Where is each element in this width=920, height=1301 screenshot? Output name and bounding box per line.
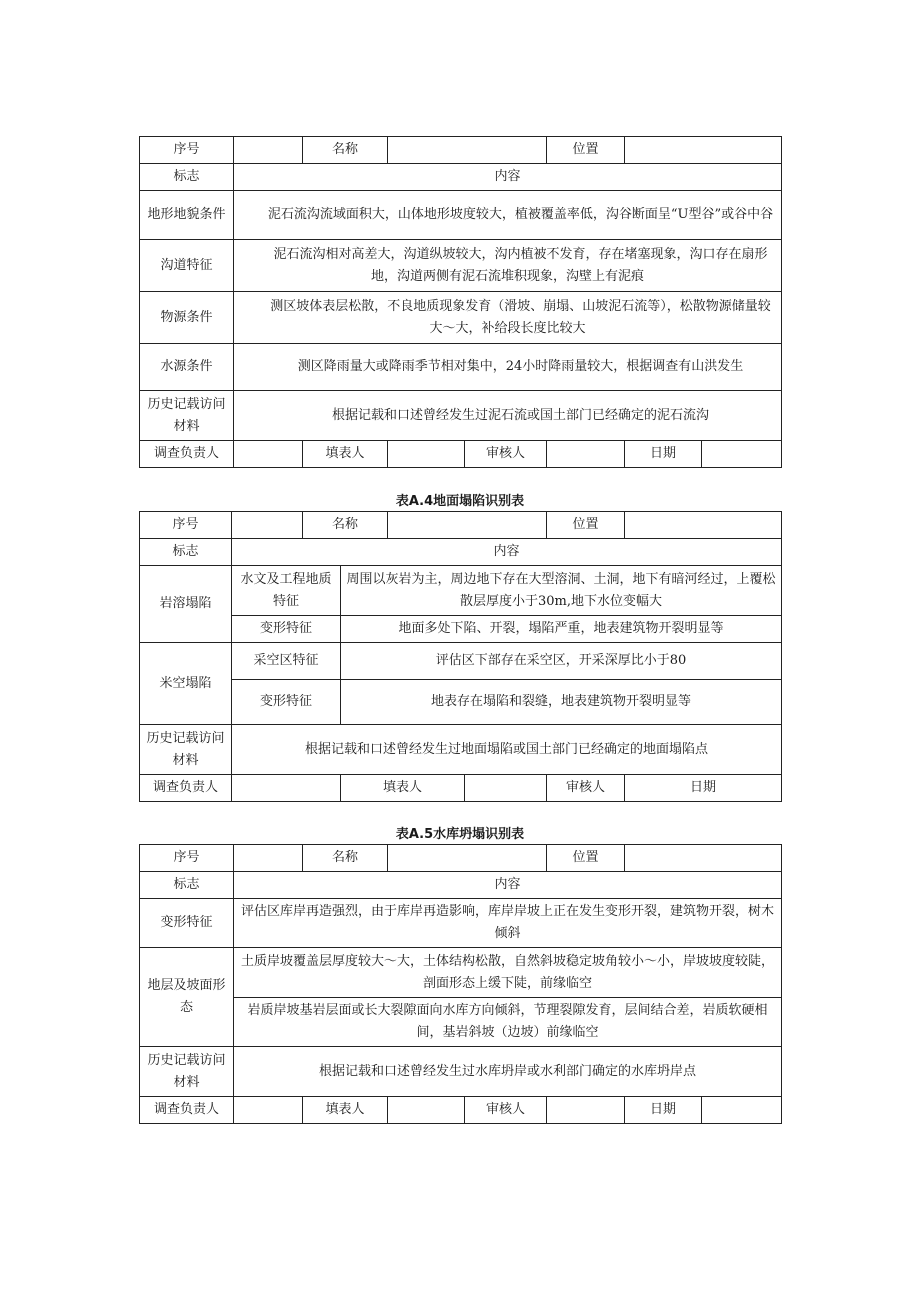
name-label: 名称 [303, 845, 388, 872]
reviewer-label: 审核人 [465, 1097, 547, 1124]
investigator-label: 调查负责人 [140, 1097, 234, 1124]
reservoir-collapse-table [139, 844, 782, 1124]
row-text: 根据记载和口述曾经发生过泥石流或国土部门已经确定的泥石流沟 [234, 391, 782, 441]
row-text: 测区坡体表层松散，不良地质现象发育（滑坡、崩塌、山坡泥石流等），松散物源储量较大～大，补给段长度比较大 [234, 292, 782, 344]
location-label: 位置 [547, 845, 625, 872]
seq-value-cell[interactable] [234, 845, 303, 872]
rock-slope-text: 岩质岸坡基岩层面或长大裂隙面向水库方向倾斜，节理裂隙发育，层间结合差，岩质软硬相间，基岩斜坡（边坡）前缘临空 [234, 998, 782, 1047]
row-text: 测区降雨量大或降雨季节相对集中，24小时降雨量较大，根据调查有山洪发生 [234, 344, 782, 391]
seq-label: 序号 [140, 845, 234, 872]
row-label: 历史记载访问材料 [140, 391, 234, 441]
row-label: 物源条件 [140, 292, 234, 344]
deformation-text: 评估区库岸再造强烈，由于库岸再造影响，库岸岸坡上正在发生变形开裂，建筑物开裂，树木倾斜 [234, 899, 782, 948]
filler-value-cell[interactable] [388, 441, 465, 468]
location-value-cell[interactable] [625, 512, 782, 539]
content-header: 内容 [234, 164, 782, 191]
filler-label: 填表人 [341, 775, 465, 802]
date-label: 日期 [625, 441, 702, 468]
reviewer-value-cell[interactable] [547, 1097, 625, 1124]
seq-value-cell[interactable] [234, 137, 303, 164]
sign-header: 标志 [140, 539, 232, 566]
ground-collapse-caption: 表A.4地面塌陷识别表 [395, 494, 525, 509]
name-value-cell[interactable] [388, 845, 547, 872]
investigator-value-cell[interactable] [234, 1097, 303, 1124]
karst-collapse-label: 岩溶塌陷 [140, 566, 232, 643]
location-value-cell[interactable] [625, 845, 782, 872]
location-label: 位置 [547, 137, 625, 164]
investigator-label: 调查负责人 [140, 441, 234, 468]
goaf-label: 采空区特征 [232, 643, 341, 680]
row-label: 地形地貌条件 [140, 191, 234, 240]
sign-header: 标志 [140, 872, 234, 899]
reviewer-label: 审核人 [547, 775, 625, 802]
row-text: 泥石流沟相对高差大，沟道纵坡较大，沟内植被不发育，存在堵塞现象，沟口存在扇形地，沟道两侧有泥石流堆积现象，沟壁上有泥痕 [234, 240, 782, 292]
reservoir-collapse-caption: 表A.5水库坍塌识别表 [395, 827, 525, 842]
history-label: 历史记载访问材料 [140, 1047, 234, 1097]
karst-deformation-text: 地面多处下陷、开裂，塌陷严重，地表建筑物开裂明显等 [341, 616, 782, 643]
mined-collapse-label: 米空塌陷 [140, 643, 232, 725]
mined-deformation-text: 地表存在塌陷和裂缝，地表建筑物开裂明显等 [341, 680, 782, 725]
filler-label: 填表人 [303, 441, 388, 468]
content-header: 内容 [232, 539, 782, 566]
seq-label: 序号 [140, 137, 234, 164]
row-label: 沟道特征 [140, 240, 234, 292]
seq-value-cell[interactable] [232, 512, 303, 539]
karst-hydro-label: 水文及工程地质特征 [232, 566, 341, 616]
date-label: 日期 [625, 1097, 702, 1124]
karst-deformation-label: 变形特征 [232, 616, 341, 643]
row-label: 水源条件 [140, 344, 234, 391]
history-text: 根据记载和口述曾经发生过水库坍岸或水利部门确定的水库坍岸点 [234, 1047, 782, 1097]
sign-header: 标志 [140, 164, 234, 191]
date-value-cell[interactable] [702, 441, 782, 468]
date-value-cell[interactable] [702, 1097, 782, 1124]
name-value-cell[interactable] [388, 512, 547, 539]
soil-slope-text: 土质岸坡覆盖层厚度较大～大，土体结构松散，自然斜坡稳定坡角较小～小，岸坡坡度较陡，剖面形态上缓下陡，前缘临空 [234, 948, 782, 998]
reviewer-label: 审核人 [465, 441, 547, 468]
row-text: 泥石流沟流域面积大，山体地形坡度较大，植被覆盖率低，沟谷断面呈“U型谷”或谷中谷 [234, 191, 782, 240]
filler-label: 填表人 [303, 1097, 388, 1124]
reviewer-value-cell[interactable] [547, 441, 625, 468]
strata-slope-label: 地层及坡面形态 [140, 948, 234, 1047]
date-label: 日期 [625, 775, 782, 802]
investigator-value-cell[interactable] [234, 441, 303, 468]
mined-deformation-label: 变形特征 [232, 680, 341, 725]
goaf-text: 评估区下部存在采空区，开采深厚比小于80 [341, 643, 782, 680]
investigator-label: 调查负责人 [140, 775, 232, 802]
location-value-cell[interactable] [625, 137, 782, 164]
deformation-label: 变形特征 [140, 899, 234, 948]
filler-value-cell[interactable] [465, 775, 547, 802]
seq-label: 序号 [140, 512, 232, 539]
name-label: 名称 [303, 137, 388, 164]
name-value-cell[interactable] [388, 137, 547, 164]
filler-value-cell[interactable] [388, 1097, 465, 1124]
karst-hydro-text: 周围以灰岩为主，周边地下存在大型溶洞、土洞，地下有暗河经过，上覆松散层厚度小于30m,地下水位变幅大 [341, 566, 782, 616]
content-header: 内容 [234, 872, 782, 899]
history-text: 根据记载和口述曾经发生过地面塌陷或国土部门已经确定的地面塌陷点 [232, 725, 782, 775]
investigator-value-cell[interactable] [232, 775, 341, 802]
ground-collapse-table [139, 511, 782, 802]
debris-flow-table [139, 136, 782, 468]
history-label: 历史记载访问材料 [140, 725, 232, 775]
name-label: 名称 [303, 512, 388, 539]
location-label: 位置 [547, 512, 625, 539]
